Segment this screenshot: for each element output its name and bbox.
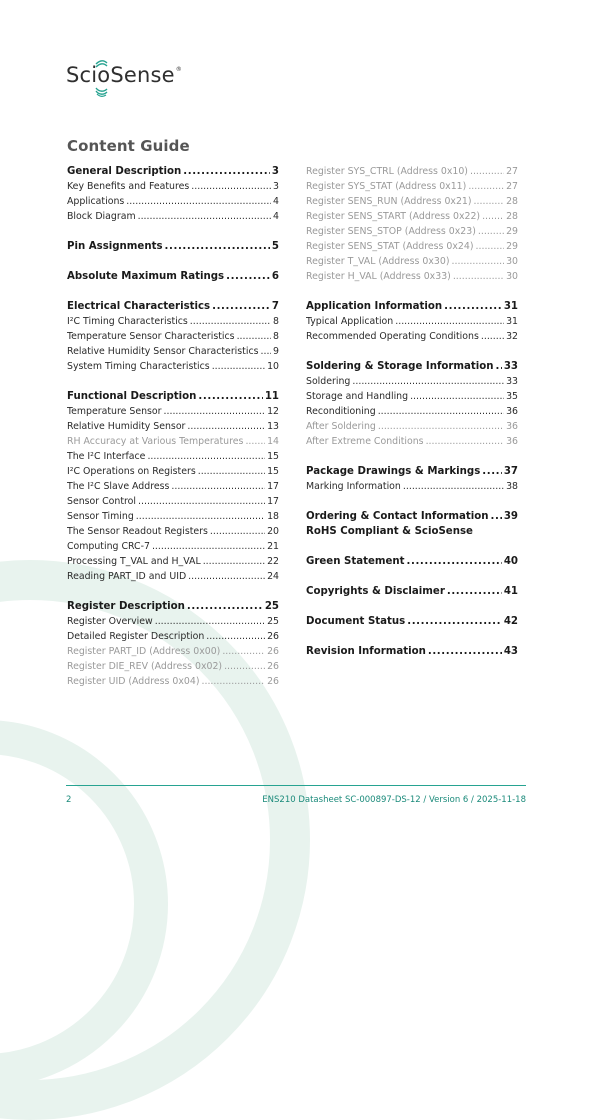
toc-entry-label: Revision Information	[306, 646, 426, 657]
toc-leader-dots	[482, 209, 504, 224]
toc-section-entry[interactable]	[306, 464, 518, 479]
toc-entry-label: I²C Operations on Registers	[67, 466, 196, 477]
toc-leader-dots	[410, 389, 504, 404]
toc-subsection-entry[interactable]	[67, 479, 279, 494]
toc-leader-dots	[190, 314, 271, 329]
toc-subsection-entry[interactable]	[306, 209, 518, 224]
toc-subsection-entry[interactable]	[306, 389, 518, 404]
toc-section-entry[interactable]	[67, 164, 279, 179]
toc-subsection-entry[interactable]	[67, 554, 279, 569]
toc-spacer	[306, 539, 518, 554]
toc-entry-page: 25	[264, 601, 279, 612]
toc-leader-dots	[191, 179, 271, 194]
toc-entry-page: 5	[271, 241, 279, 252]
toc-spacer	[67, 254, 279, 269]
toc-subsection-entry[interactable]	[67, 539, 279, 554]
toc-entry-label: Application Information	[306, 301, 443, 312]
toc-entry-label: Ordering & Contact Information	[306, 511, 489, 522]
toc-subsection-entry[interactable]	[67, 659, 279, 674]
toc-subsection-entry[interactable]	[306, 179, 518, 194]
toc-subsection-entry[interactable]	[306, 164, 518, 179]
toc-leader-dots	[147, 449, 265, 464]
toc-entry-page: 20	[267, 526, 279, 537]
toc-entry-label: Temperature Sensor	[67, 406, 162, 417]
toc-entry-label: Register DIE_REV (Address 0x02)	[67, 661, 223, 672]
toc-spacer	[306, 569, 518, 584]
toc-entry-page: 7	[271, 301, 279, 312]
footer-page-number: 2	[66, 795, 72, 805]
toc-entry-label: Register UID (Address 0x04)	[67, 676, 200, 687]
toc-entry-page: 26	[267, 646, 279, 657]
toc-leader-dots	[212, 359, 265, 374]
toc-leader-dots	[260, 344, 271, 359]
toc-leader-dots	[212, 299, 270, 314]
toc-entry-label: Marking Information	[306, 481, 401, 492]
toc-spacer	[306, 494, 518, 509]
toc-section-entry[interactable]	[67, 239, 279, 254]
toc-leader-dots	[126, 194, 271, 209]
toc-leader-dots	[187, 419, 265, 434]
toc-leader-dots	[171, 479, 265, 494]
toc-section-entry[interactable]	[67, 299, 279, 314]
toc-spacer	[306, 284, 518, 299]
toc-entry-label: After Extreme Conditions	[306, 436, 424, 447]
toc-leader-dots	[470, 164, 504, 179]
toc-entry-page: 10	[267, 361, 279, 372]
toc-leader-dots	[198, 389, 262, 404]
toc-entry-label: The Sensor Readout Registers	[67, 526, 208, 537]
toc-leader-dots	[352, 374, 504, 389]
toc-entry-page: 21	[267, 541, 279, 552]
toc-section-entry[interactable]	[306, 299, 518, 314]
toc-leader-dots	[183, 164, 270, 179]
toc-entry-page: 41	[503, 586, 518, 597]
toc-entry-label: Sensor Control	[67, 496, 137, 507]
toc-entry-page: 3	[273, 181, 279, 192]
toc-section-entry[interactable]	[67, 389, 279, 404]
toc-entry-label: Processing T_VAL and H_VAL	[67, 556, 201, 567]
toc-leader-dots	[428, 644, 502, 659]
toc-spacer	[306, 599, 518, 614]
toc-leader-dots	[478, 224, 504, 239]
toc-entry-label: RoHS Compliant & ScioSense	[306, 526, 473, 537]
toc-entry-label: Register SENS_STAT (Address 0x24)	[306, 241, 474, 252]
toc-entry-label: Block Diagram	[67, 211, 136, 222]
toc-spacer	[306, 344, 518, 359]
toc-entry-page: 15	[267, 466, 279, 477]
toc-entry-page: 36	[506, 406, 518, 417]
toc-entry-page: 8	[273, 331, 279, 342]
logo-registered-mark: ®	[175, 66, 182, 73]
page-title: Content Guide	[67, 137, 190, 155]
toc-entry-page: 33	[503, 361, 518, 372]
toc-entry-page: 26	[267, 631, 279, 642]
toc-entry-page: 22	[267, 556, 279, 567]
toc-leader-dots	[206, 629, 265, 644]
toc-entry-label: Green Statement	[306, 556, 405, 567]
toc-section-entry[interactable]	[306, 584, 518, 599]
toc-leader-dots	[444, 299, 502, 314]
toc-entry-page: 13	[267, 421, 279, 432]
toc-leader-dots	[198, 464, 265, 479]
toc-section-entry[interactable]	[306, 644, 518, 659]
toc-entry-label: Register PART_ID (Address 0x00)	[67, 646, 221, 657]
toc-leader-dots	[395, 314, 504, 329]
toc-entry-page: 25	[267, 616, 279, 627]
toc-entry-page: 27	[506, 181, 518, 192]
toc-spacer	[306, 449, 518, 464]
toc-entry-label: Computing CRC-7	[67, 541, 150, 552]
toc-leader-dots	[226, 269, 270, 284]
toc-subsection-entry[interactable]	[67, 464, 279, 479]
toc-section-entry[interactable]	[67, 599, 279, 614]
toc-entry-page: 38	[506, 481, 518, 492]
toc-entry-label: Register Overview	[67, 616, 153, 627]
toc-entry-label: Register SENS_START (Address 0x22)	[306, 211, 481, 222]
toc-entry-label: Package Drawings & Markings	[306, 466, 481, 477]
toc-entry-label: After Soldering	[306, 421, 376, 432]
toc-leader-dots	[165, 239, 270, 254]
toc-entry-page: 28	[506, 196, 518, 207]
toc-leader-dots	[210, 524, 265, 539]
toc-entry-label: Sensor Timing	[67, 511, 134, 522]
toc-subsection-entry[interactable]	[67, 524, 279, 539]
toc-subsection-entry[interactable]	[306, 374, 518, 389]
toc-entry-label: The I²C Interface	[67, 451, 146, 462]
toc-entry-page: 31	[503, 301, 518, 312]
toc-leader-dots	[496, 359, 502, 374]
toc-entry-label: Absolute Maximum Ratings	[67, 271, 225, 282]
toc-leader-dots	[452, 254, 505, 269]
toc-entry-page: 6	[271, 271, 279, 282]
toc-leader-dots	[222, 644, 265, 659]
toc-leader-dots	[164, 404, 266, 419]
logo-wave-icon	[94, 58, 108, 98]
toc-left-column	[67, 164, 279, 689]
toc-leader-dots	[203, 554, 265, 569]
toc-leader-dots	[447, 584, 502, 599]
toc-entry-label: Register Description	[67, 601, 185, 612]
toc-leader-dots	[476, 239, 505, 254]
toc-entry-label: System Timing Characteristics	[67, 361, 210, 372]
toc-entry-label: Relative Humidity Sensor	[67, 421, 186, 432]
toc-subsection-entry[interactable]	[67, 209, 279, 224]
toc-entry-page: 12	[267, 406, 279, 417]
toc-entry-page: 39	[503, 511, 518, 522]
toc-section-entry[interactable]	[306, 554, 518, 569]
toc-entry-label: The I²C Slave Address	[67, 481, 170, 492]
toc-subsection-entry[interactable]	[306, 419, 518, 434]
toc-entry-label: RH Accuracy at Various Temperatures	[67, 436, 244, 447]
toc-entry-label: Soldering & Storage Information	[306, 361, 494, 372]
toc-subsection-entry[interactable]	[67, 644, 279, 659]
toc-entry-label: Applications	[67, 196, 125, 207]
toc-spacer	[67, 584, 279, 599]
toc-entry-label: Storage and Handling	[306, 391, 409, 402]
toc-entry-page: 30	[506, 271, 518, 282]
toc-subsection-entry[interactable]	[67, 614, 279, 629]
toc-entry-page: 4	[273, 196, 279, 207]
toc-section-entry[interactable]	[67, 269, 279, 284]
toc-leader-dots	[468, 179, 504, 194]
toc-entry-label: Reading PART_ID and UID	[67, 571, 187, 582]
toc-entry-label: Reconditioning	[306, 406, 376, 417]
toc-entry-label: Soldering	[306, 376, 351, 387]
toc-subsection-entry[interactable]	[67, 329, 279, 344]
toc-entry-page: 27	[506, 166, 518, 177]
toc-subsection-entry[interactable]	[306, 194, 518, 209]
toc-leader-dots	[378, 404, 504, 419]
toc-subsection-entry[interactable]	[67, 434, 279, 449]
toc-entry-page: 30	[506, 256, 518, 267]
toc-entry-page: 11	[264, 391, 279, 402]
toc-entry-label: Typical Application	[306, 316, 394, 327]
toc-leader-dots	[453, 269, 504, 284]
toc-entry-page: 35	[506, 391, 518, 402]
toc-subsection-entry[interactable]	[67, 494, 279, 509]
toc-leader-dots	[224, 659, 265, 674]
toc-subsection-entry[interactable]	[67, 449, 279, 464]
toc-subsection-entry[interactable]	[306, 269, 518, 284]
toc-entry-page: 17	[267, 481, 279, 492]
toc-entry-label: Temperature Sensor Characteristics	[67, 331, 235, 342]
toc-leader-dots	[407, 554, 502, 569]
toc-section-entry[interactable]	[306, 509, 518, 524]
toc-subsection-entry[interactable]	[67, 674, 279, 689]
toc-entry-label: Register H_VAL (Address 0x33)	[306, 271, 451, 282]
toc-entry-page: 31	[506, 316, 518, 327]
toc-spacer	[67, 284, 279, 299]
toc-leader-dots	[474, 194, 505, 209]
toc-entry-page: 15	[267, 451, 279, 462]
toc-entry-label: Detailed Register Description	[67, 631, 205, 642]
toc-leader-dots	[187, 599, 263, 614]
toc-spacer	[67, 224, 279, 239]
toc-leader-dots	[188, 569, 265, 584]
toc-entry-label: Relative Humidity Sensor Characteristics	[67, 346, 259, 357]
toc-subsection-entry[interactable]	[306, 434, 518, 449]
toc-leader-dots	[155, 614, 265, 629]
toc-entry-label: Register SENS_STOP (Address 0x23)	[306, 226, 476, 237]
toc-entry-label: Recommended Operating Conditions	[306, 331, 479, 342]
toc-entry-page: 24	[267, 571, 279, 582]
toc-leader-dots	[407, 614, 502, 629]
toc-entry-label: Electrical Characteristics	[67, 301, 211, 312]
toc-right-column	[306, 164, 518, 659]
toc-leader-dots	[482, 464, 502, 479]
toc-leader-dots	[490, 509, 501, 524]
toc-subsection-entry[interactable]	[306, 239, 518, 254]
toc-entry-page: 18	[267, 511, 279, 522]
toc-leader-dots	[136, 509, 265, 524]
toc-subsection-entry[interactable]	[67, 314, 279, 329]
toc-entry-label: Pin Assignments	[67, 241, 163, 252]
toc-leader-dots	[237, 329, 271, 344]
toc-entry-page: 9	[273, 346, 279, 357]
toc-entry-page: 29	[506, 241, 518, 252]
toc-leader-dots	[426, 434, 505, 449]
toc-spacer	[67, 374, 279, 389]
toc-subsection-entry[interactable]	[67, 629, 279, 644]
toc-leader-dots	[201, 674, 265, 689]
toc-entry-label: I²C Timing Characteristics	[67, 316, 188, 327]
logo-text: ScioSense	[66, 63, 175, 87]
toc-entry-page: 26	[267, 661, 279, 672]
toc-entry-page: 14	[267, 436, 279, 447]
toc-entry-page: 8	[273, 316, 279, 327]
toc-leader-dots	[152, 539, 265, 554]
toc-entry-page: 32	[506, 331, 518, 342]
toc-entry-page: 43	[503, 646, 518, 657]
toc-entry-label: Register SENS_RUN (Address 0x21)	[306, 196, 472, 207]
toc-subsection-entry[interactable]	[306, 314, 518, 329]
toc-subsection-entry[interactable]	[306, 224, 518, 239]
toc-entry-label: Register SYS_CTRL (Address 0x10)	[306, 166, 468, 177]
toc-leader-dots	[245, 434, 265, 449]
toc-entry-page: 3	[271, 166, 279, 177]
toc-section-entry[interactable]	[306, 524, 518, 539]
toc-section-entry[interactable]	[306, 359, 518, 374]
toc-subsection-entry[interactable]	[67, 509, 279, 524]
toc-spacer	[306, 629, 518, 644]
toc-subsection-entry[interactable]	[306, 329, 518, 344]
toc-entry-label: Register SYS_STAT (Address 0x11)	[306, 181, 467, 192]
toc-section-entry[interactable]	[306, 614, 518, 629]
toc-leader-dots	[403, 479, 504, 494]
toc-entry-page: 42	[503, 616, 518, 627]
toc-entry-label: General Description	[67, 166, 182, 177]
toc-subsection-entry[interactable]	[306, 404, 518, 419]
toc-subsection-entry[interactable]	[306, 479, 518, 494]
toc-entry-page: 37	[503, 466, 518, 477]
toc-entry-page: 26	[267, 676, 279, 687]
toc-leader-dots	[378, 419, 504, 434]
toc-subsection-entry[interactable]	[67, 359, 279, 374]
toc-subsection-entry[interactable]	[67, 179, 279, 194]
toc-leader-dots	[481, 329, 504, 344]
toc-leader-dots	[138, 209, 271, 224]
toc-subsection-entry[interactable]	[67, 344, 279, 359]
toc-entry-page: 4	[273, 211, 279, 222]
toc-subsection-entry[interactable]	[67, 194, 279, 209]
toc-entry-page: 29	[506, 226, 518, 237]
sciosense-logo	[66, 58, 182, 98]
toc-entry-label: Document Status	[306, 616, 406, 627]
toc-subsection-entry[interactable]	[306, 254, 518, 269]
toc-entry-label: Copyrights & Disclaimer	[306, 586, 445, 597]
toc-subsection-entry[interactable]	[67, 569, 279, 584]
footer-divider	[66, 785, 526, 786]
toc-entry-page: 17	[267, 496, 279, 507]
toc-entry-page: 33	[506, 376, 518, 387]
toc-entry-label: Key Benefits and Features	[67, 181, 190, 192]
toc-entry-label: Functional Description	[67, 391, 197, 402]
toc-entry-page: 36	[506, 421, 518, 432]
toc-subsection-entry[interactable]	[67, 404, 279, 419]
toc-entry-page: 28	[506, 211, 518, 222]
toc-entry-page: 40	[503, 556, 518, 567]
toc-subsection-entry[interactable]	[67, 419, 279, 434]
toc-entry-label: Register T_VAL (Address 0x30)	[306, 256, 450, 267]
toc-entry-page: 36	[506, 436, 518, 447]
footer-document-info: ENS210 Datasheet SC-000897-DS-12 / Version 6 / 2025-11-18	[262, 795, 526, 805]
toc-leader-dots	[138, 494, 265, 509]
